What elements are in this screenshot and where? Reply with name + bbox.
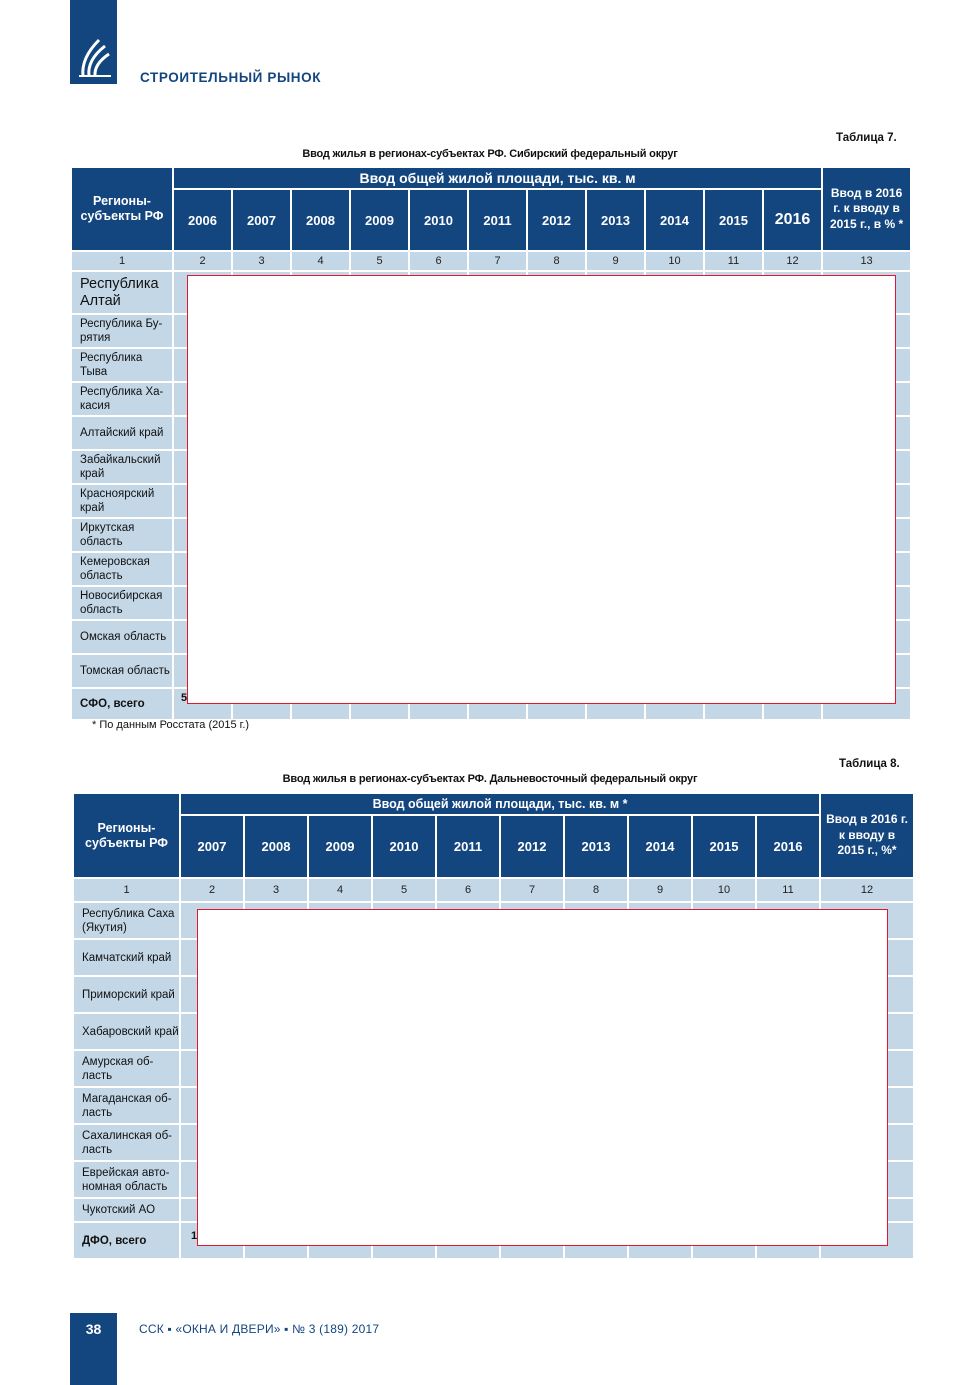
region-name: Камчатский край — [73, 939, 180, 976]
magazine-logo-icon — [75, 36, 113, 78]
column-number: 7 — [500, 878, 564, 902]
region-name: Республика Ха-касия — [71, 382, 173, 416]
ratio-column-header: Ввод в 2016 г. к вводу в 2015 г., в % * — [822, 167, 911, 251]
total-value-stub: 1 — [191, 1230, 198, 1242]
region-name: ДФО, всего — [73, 1222, 180, 1259]
year-header: 2015 — [692, 815, 756, 878]
total-value-stub: 5 — [181, 692, 188, 704]
column-number: 5 — [350, 251, 409, 271]
region-name: Республика Саха (Якутия) — [73, 902, 180, 939]
year-header: 2009 — [308, 815, 372, 878]
year-header: 2016 — [763, 189, 822, 251]
year-header: 2014 — [645, 189, 704, 251]
region-name: Республика Тыва — [71, 348, 173, 382]
column-number: 2 — [173, 251, 232, 271]
year-header: 2013 — [586, 189, 645, 251]
region-name: Красноярский край — [71, 484, 173, 518]
year-header: 2008 — [244, 815, 308, 878]
region-column-header: Регионы-субъекты РФ — [71, 167, 173, 251]
year-header: 2010 — [372, 815, 436, 878]
table-caption: Таблица 8. — [839, 758, 900, 770]
region-name: Алтайский край — [71, 416, 173, 450]
region-name: Новосибирская область — [71, 586, 173, 620]
year-header: 2010 — [409, 189, 468, 251]
region-name: Магаданская об-ласть — [73, 1087, 180, 1124]
year-header: 2008 — [291, 189, 350, 251]
region-name: Омская область — [71, 620, 173, 654]
group-header: Ввод общей жилой площади, тыс. кв. м — [173, 167, 822, 189]
region-name: Республика Бу-рятия — [71, 314, 173, 348]
column-number: 4 — [291, 251, 350, 271]
year-header: 2015 — [704, 189, 763, 251]
page-number-block — [70, 1313, 117, 1385]
column-number: 13 — [822, 251, 911, 271]
column-number: 3 — [232, 251, 291, 271]
column-number: 12 — [820, 878, 914, 902]
column-number: 6 — [436, 878, 500, 902]
redacted-values-box — [197, 909, 888, 1246]
redacted-values-box — [187, 275, 896, 704]
column-number: 9 — [586, 251, 645, 271]
group-header: Ввод общей жилой площади, тыс. кв. м * — [180, 793, 820, 815]
year-header: 2012 — [527, 189, 586, 251]
year-header: 2014 — [628, 815, 692, 878]
ratio-column-header: Ввод в 2016 г. к вводу в 2015 г., %* — [820, 793, 914, 878]
region-name: Приморский край — [73, 976, 180, 1013]
column-number: 1 — [73, 878, 180, 902]
column-number: 2 — [180, 878, 244, 902]
column-number: 8 — [527, 251, 586, 271]
column-number: 11 — [756, 878, 820, 902]
year-header: 2012 — [500, 815, 564, 878]
region-name: Сахалинская об-ласть — [73, 1124, 180, 1161]
year-header: 2011 — [468, 189, 527, 251]
column-number: 8 — [564, 878, 628, 902]
column-number: 10 — [692, 878, 756, 902]
year-header: 2007 — [180, 815, 244, 878]
column-number: 10 — [645, 251, 704, 271]
column-number: 3 — [244, 878, 308, 902]
column-number: 6 — [409, 251, 468, 271]
year-header: 2007 — [232, 189, 291, 251]
region-column-header: Регионы-субъекты РФ — [73, 793, 180, 878]
region-name: Иркутская область — [71, 518, 173, 552]
table-title: Ввод жилья в регионах-субъектах РФ. Сибирский федеральный округ — [302, 148, 678, 160]
year-header: 2009 — [350, 189, 409, 251]
table-title: Ввод жилья в регионах-субъектах РФ. Дальневосточный федеральный округ — [282, 773, 698, 785]
year-header: 2011 — [436, 815, 500, 878]
region-name: Амурская об-ласть — [73, 1050, 180, 1087]
region-name: Хабаровский край — [73, 1013, 180, 1050]
page-number: 38 — [85, 1321, 102, 1337]
region-name: Чукотский АО — [73, 1198, 180, 1222]
year-header: 2016 — [756, 815, 820, 878]
footer-text: ССК ▪ «ОКНА И ДВЕРИ» ▪ № 3 (189) 2017 — [139, 1322, 380, 1336]
region-name: Республика Алтай — [71, 271, 173, 314]
region-name: Кемеровская область — [71, 552, 173, 586]
region-name: Забайкальский край — [71, 450, 173, 484]
column-number: 5 — [372, 878, 436, 902]
year-header: 2006 — [173, 189, 232, 251]
region-name: Еврейская авто-номная область — [73, 1161, 180, 1198]
column-number: 11 — [704, 251, 763, 271]
column-number: 9 — [628, 878, 692, 902]
table-caption: Таблица 7. — [836, 132, 897, 144]
column-number: 12 — [763, 251, 822, 271]
column-number: 7 — [468, 251, 527, 271]
column-number: 4 — [308, 878, 372, 902]
column-number: 1 — [71, 251, 173, 271]
year-header: 2013 — [564, 815, 628, 878]
logo-block — [70, 0, 117, 84]
region-name: Томская область — [71, 654, 173, 688]
section-title: СТРОИТЕЛЬНЫЙ РЫНОК — [140, 70, 322, 85]
region-name: СФО, всего — [71, 688, 173, 720]
footnote: * По данным Росстата (2015 г.) — [92, 719, 250, 731]
